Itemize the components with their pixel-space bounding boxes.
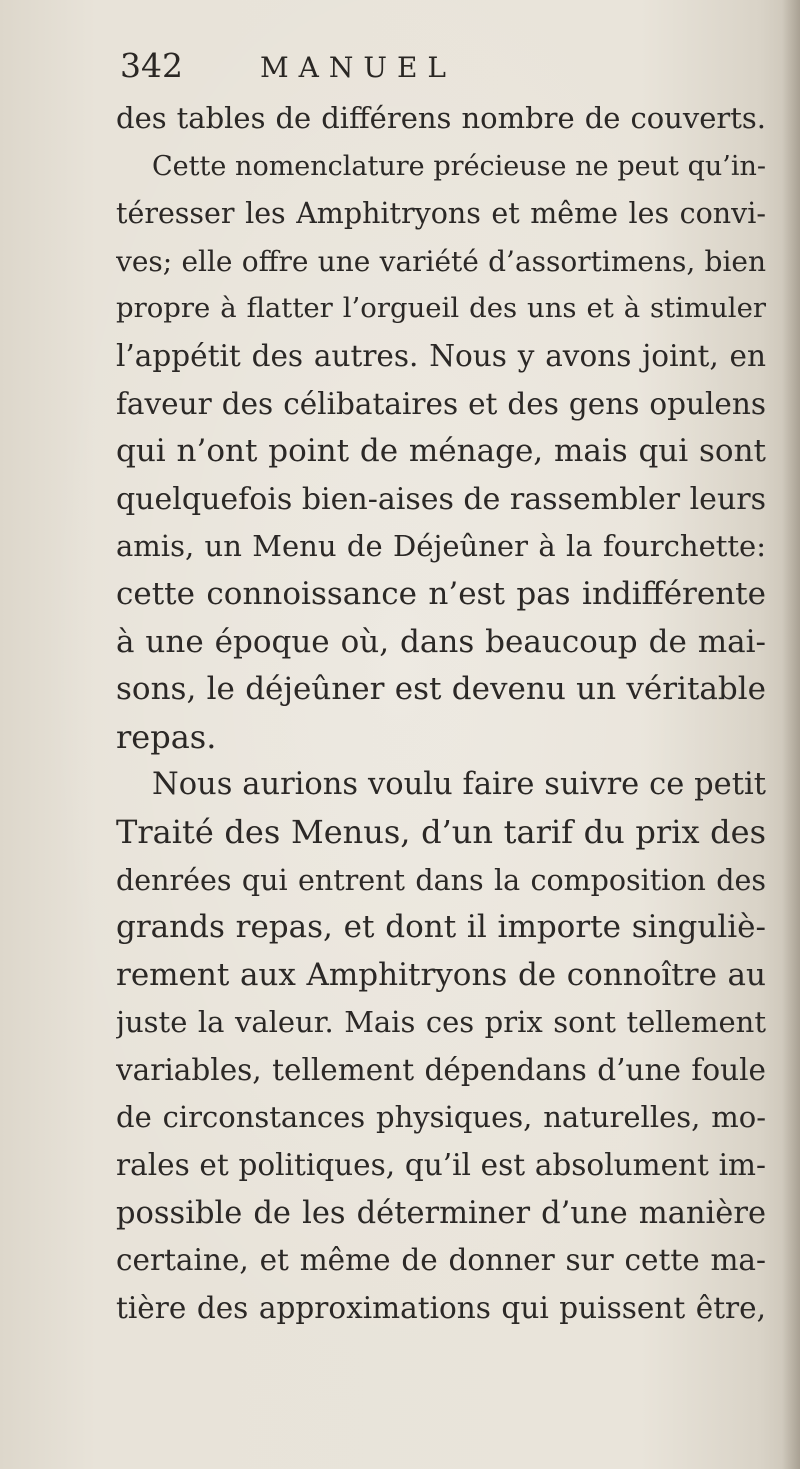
text-line: Nous aurions voulu faire suivre ce petit xyxy=(152,767,766,803)
text-line: des tables de différens nombre de couverts. xyxy=(116,101,766,135)
text-line: certaine, et même de donner sur cette ma- xyxy=(116,1243,766,1278)
text-line: quelquefois bien-aises de rassembler leurs xyxy=(116,481,766,517)
running-head: MANUEL xyxy=(260,51,457,84)
text-line: rement aux Amphitryons de connoître au xyxy=(116,956,766,993)
text-line: juste la valeur. Mais ces prix sont tellement xyxy=(116,1005,766,1040)
body-text xyxy=(116,95,766,1332)
text-line: denrées qui entrent dans la composition des xyxy=(116,863,766,897)
text-line: ves; elle offre une variété d’assortimens, bien xyxy=(116,244,766,278)
text-line: propre à flatter l’orgueil des uns et à stimuler xyxy=(116,292,766,325)
text-line: rales et politiques, qu’il est absolument im- xyxy=(116,1148,766,1183)
text-line: repas. xyxy=(116,717,217,756)
text-line: de circonstances physiques, naturelles, mo- xyxy=(116,1100,766,1135)
text-line: grands repas, et dont il importe singuliè- xyxy=(116,909,766,946)
text-line: variables, tellement dépendans d’une foule xyxy=(116,1052,766,1087)
text-line: tière des approximations qui puissent être, xyxy=(116,1290,766,1325)
page-number: 342 xyxy=(120,46,183,85)
text-line: qui n’ont point de ménage, mais qui sont xyxy=(116,433,766,470)
text-line: téresser les Amphitryons et même les convi- xyxy=(116,197,766,231)
text-line: l’appétit des autres. Nous y avons joint, en xyxy=(116,338,766,373)
text-line: Cette nomenclature précieuse ne peut qu’in- xyxy=(152,150,766,182)
page-header xyxy=(120,46,680,86)
page-edge-shadow xyxy=(782,0,800,1469)
text-line: cette connoissance n’est pas indifférente xyxy=(116,575,766,612)
text-line: Traité des Menus, d’un tarif du prix des xyxy=(116,812,766,851)
text-line: amis, un Menu de Déjeûner à la fourchette: xyxy=(116,529,766,564)
text-line: possible de les déterminer d’une manière xyxy=(116,1195,766,1231)
text-line: à une époque où, dans beaucoup de mai- xyxy=(116,623,766,660)
text-line: sons, le déjeûner est devenu un véritable xyxy=(116,671,766,708)
text-line: faveur des célibataires et des gens opulens xyxy=(116,386,766,421)
